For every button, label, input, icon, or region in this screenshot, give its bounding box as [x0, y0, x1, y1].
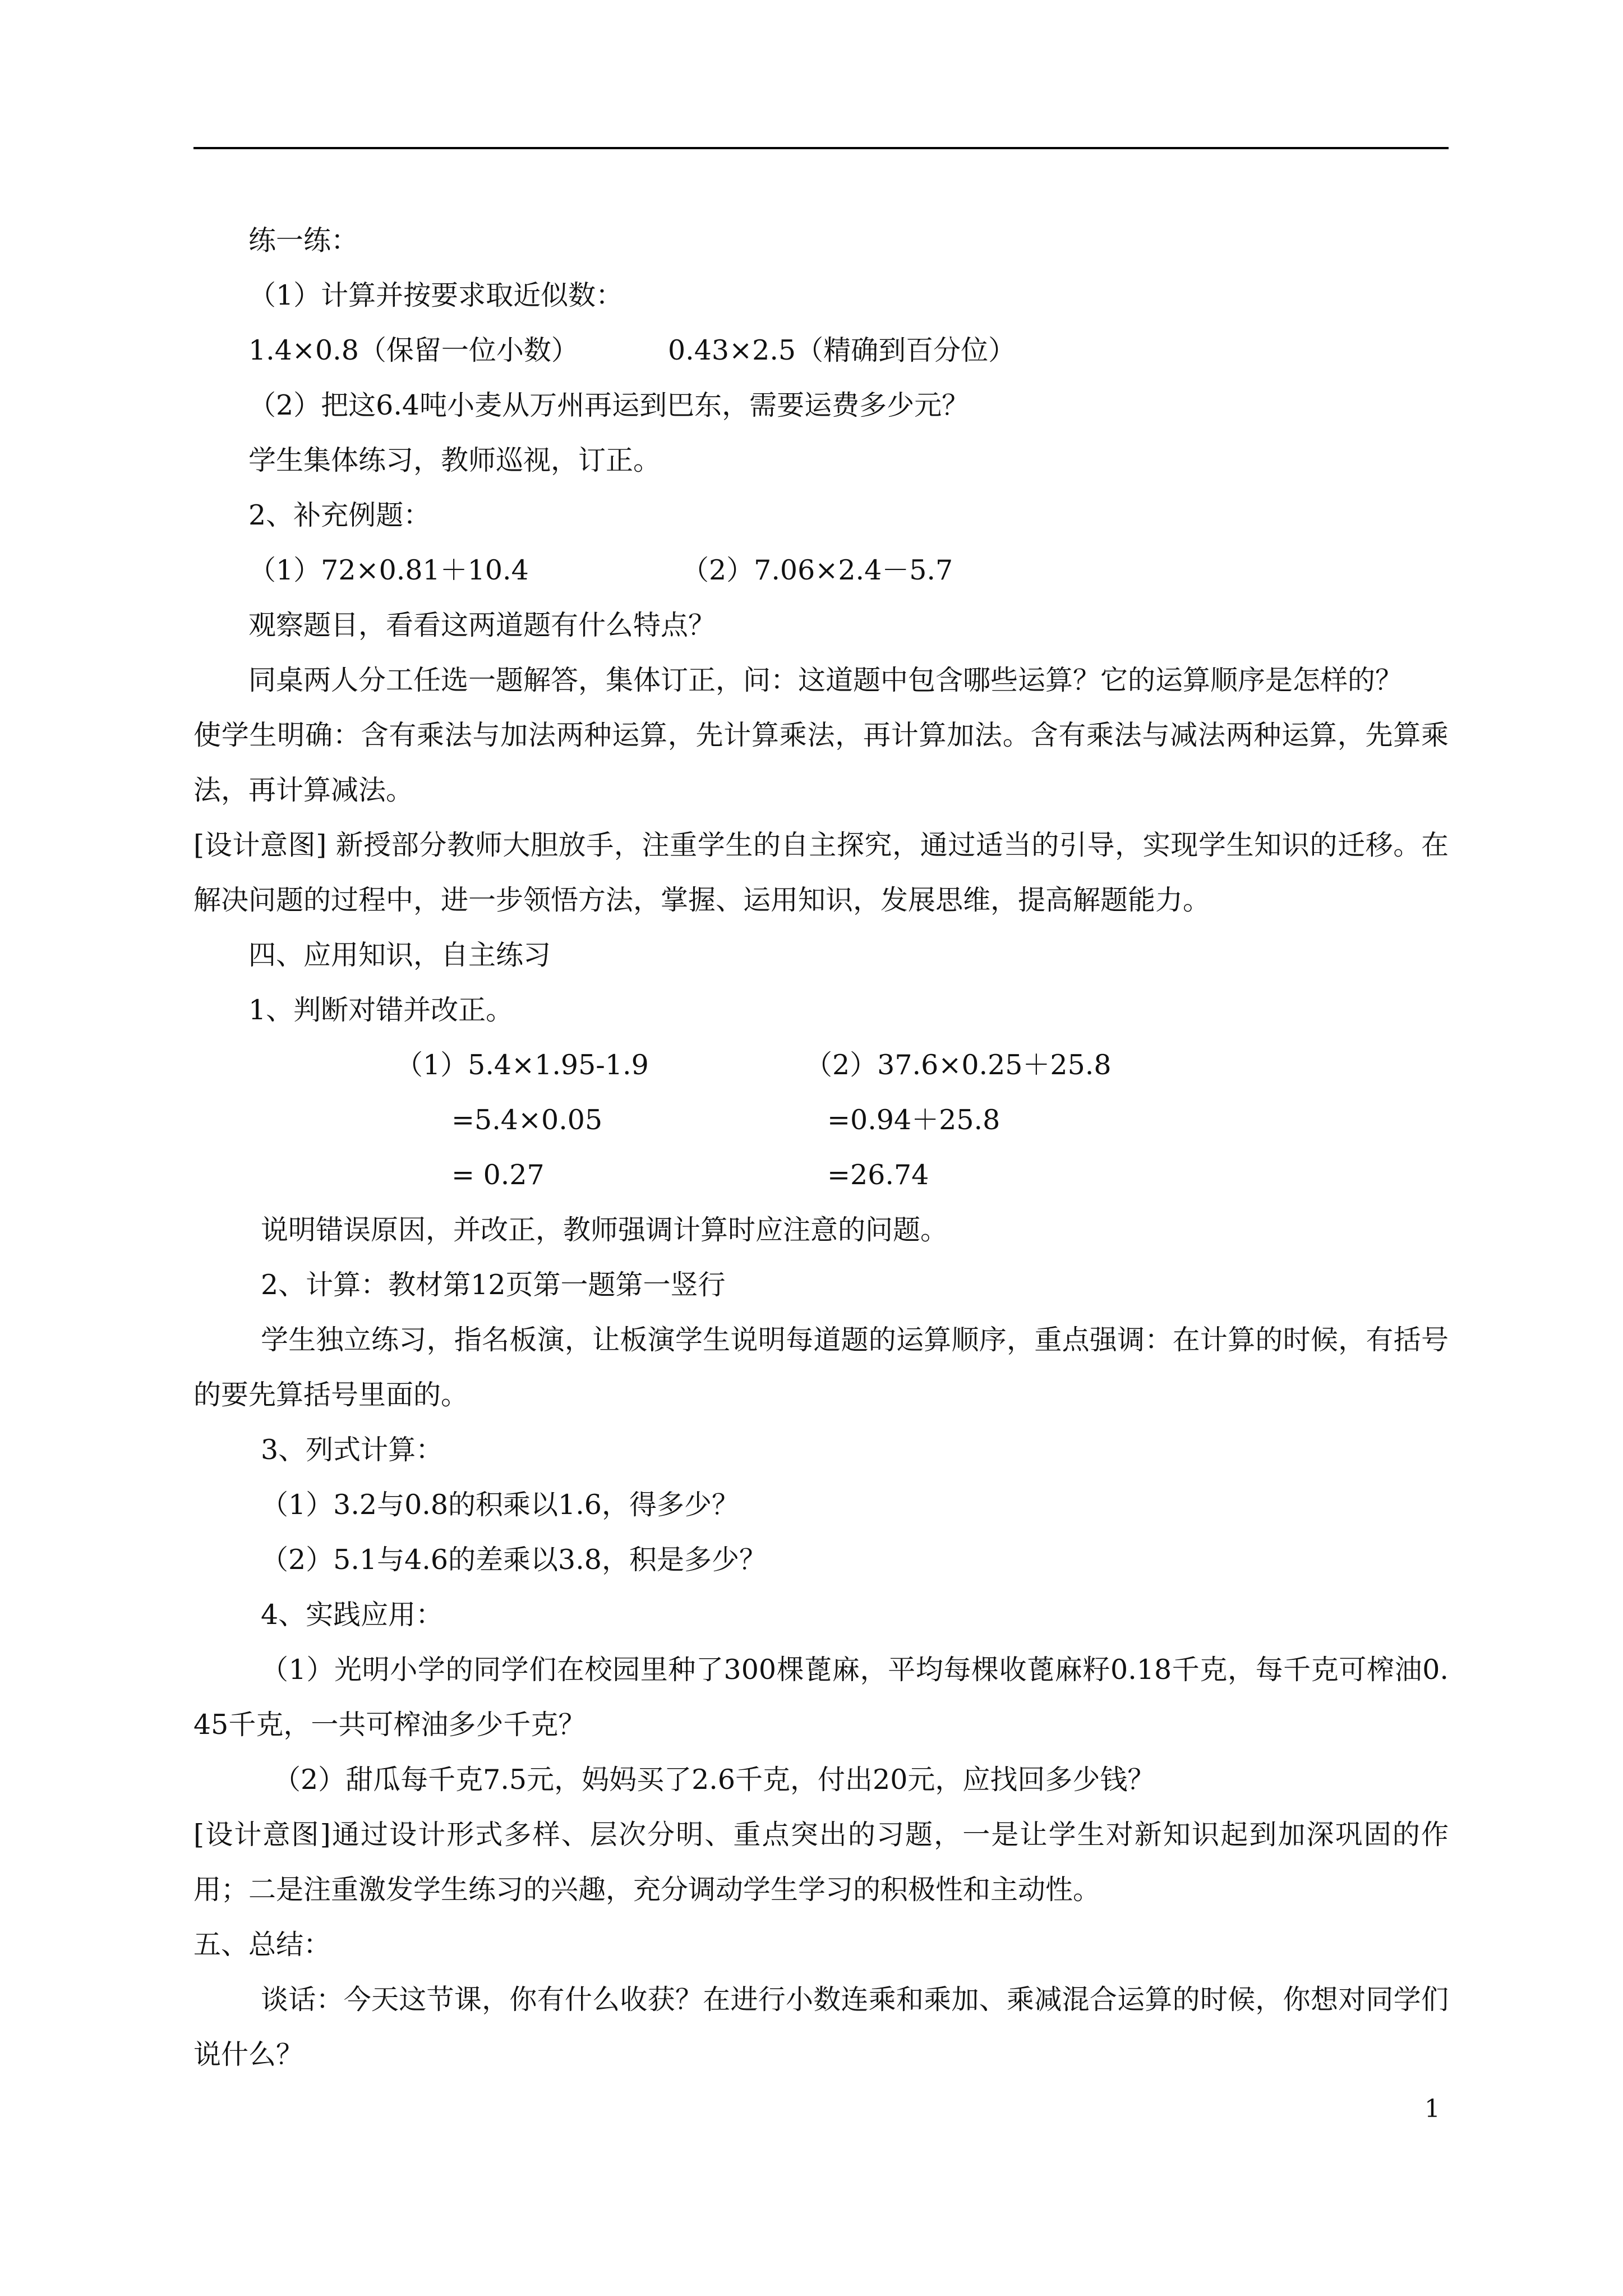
- design-intent-paragraph: [设计意图]通过设计形式多样、层次分明、重点突出的习题，一是让学生对新知识起到加深巩固的作用；二是注重激发学生练习的兴趣，充分调动学生学习的积极性和主动性。: [193, 1819, 1449, 1906]
- document-body: [193, 213, 1449, 2082]
- expression-right: （2）7.06×2.4－5.7: [681, 554, 953, 586]
- paragraph: 同桌两人分工任选一题解答，集体订正，问：这道题中包含哪些运算？它的运算顺序是怎样的？: [248, 664, 1403, 696]
- paragraph: 使学生明确：含有乘法与加法两种运算，先计算乘法，再计算加法。含有乘法与减法两种运算，先算乘法，再计算减法。: [193, 719, 1449, 806]
- paragraph: 观察题目，看看这两道题有什么特点？: [248, 609, 716, 641]
- paragraph: 谈话：今天这节课，你有什么收获？在进行小数连乘和乘加、乘减混合运算的时候，你想对同学们说什么？: [193, 1984, 1449, 2070]
- expression-right: =26.74: [827, 1159, 929, 1191]
- list-item: （2）甜瓜每千克7.5元，妈妈买了2.6千克，付出20元，应找回多少钱？: [273, 1764, 1155, 1796]
- section-heading: 五、总结：: [193, 1929, 331, 1961]
- paragraph: 说明错误原因，并改正，教师强调计算时应注意的问题。: [261, 1214, 948, 1246]
- expression-left: 1.4×0.8（保留一位小数）: [248, 334, 579, 366]
- section-heading: 3、列式计算：: [261, 1434, 444, 1466]
- expression-right: =0.94＋25.8: [827, 1104, 1000, 1136]
- practice-item-2: （2）把这6.4吨小麦从万州再运到巴东，需要运费多少元？: [248, 389, 970, 421]
- list-item: （1）3.2与0.8的积乘以1.6，得多少？: [261, 1489, 739, 1521]
- list-item: （2）5.1与4.6的差乘以3.8，积是多少？: [261, 1544, 767, 1576]
- judge-row-3: [193, 1148, 1449, 1203]
- practice-item-1: （1）计算并按要求取近似数：: [248, 279, 624, 311]
- expression-left: （1）72×0.81＋10.4: [248, 554, 529, 586]
- section-heading: 2、补充例题：: [248, 499, 431, 531]
- section-heading: 1、判断对错并改正。: [248, 994, 514, 1026]
- example-expressions: [193, 543, 1449, 598]
- header-rule: [193, 147, 1449, 149]
- practice-expressions: [193, 323, 1449, 378]
- section-heading: 四、应用知识，自主练习: [248, 939, 551, 971]
- expression-left: =5.4×0.05: [451, 1104, 603, 1136]
- list-item: （1）光明小学的同学们在校园里种了300棵蓖麻，平均每棵收蓖麻籽0.18千克，每千克可榨油0.45千克，一共可榨油多少千克？: [193, 1654, 1449, 1741]
- paragraph: 学生独立练习，指名板演，让板演学生说明每道题的运算顺序，重点强调：在计算的时候，有括号的要先算括号里面的。: [193, 1324, 1449, 1411]
- section-heading: 2、计算：教材第12页第一题第一竖行: [261, 1269, 726, 1301]
- design-intent-paragraph: [设计意图] 新授部分教师大胆放手，注重学生的自主探究，通过适当的引导，实现学生知识的迁移。在解决问题的过程中，进一步领悟方法，掌握、运用知识，发展思维，提高解题能力。: [193, 829, 1449, 916]
- expression-left: = 0.27: [451, 1159, 545, 1191]
- judge-row-2: [193, 1093, 1449, 1148]
- paragraph: 学生集体练习，教师巡视，订正。: [248, 444, 661, 476]
- expression-left: （1）5.4×1.95-1.9: [395, 1049, 649, 1081]
- practice-heading: 练一练：: [248, 224, 359, 256]
- judge-row-1: [193, 1038, 1449, 1093]
- expression-right: 0.43×2.5（精确到百分位）: [668, 334, 1016, 366]
- section-heading: 4、实践应用：: [261, 1599, 444, 1631]
- expression-right: （2）37.6×0.25＋25.8: [805, 1049, 1112, 1081]
- page-number: 1: [1424, 2095, 1440, 2123]
